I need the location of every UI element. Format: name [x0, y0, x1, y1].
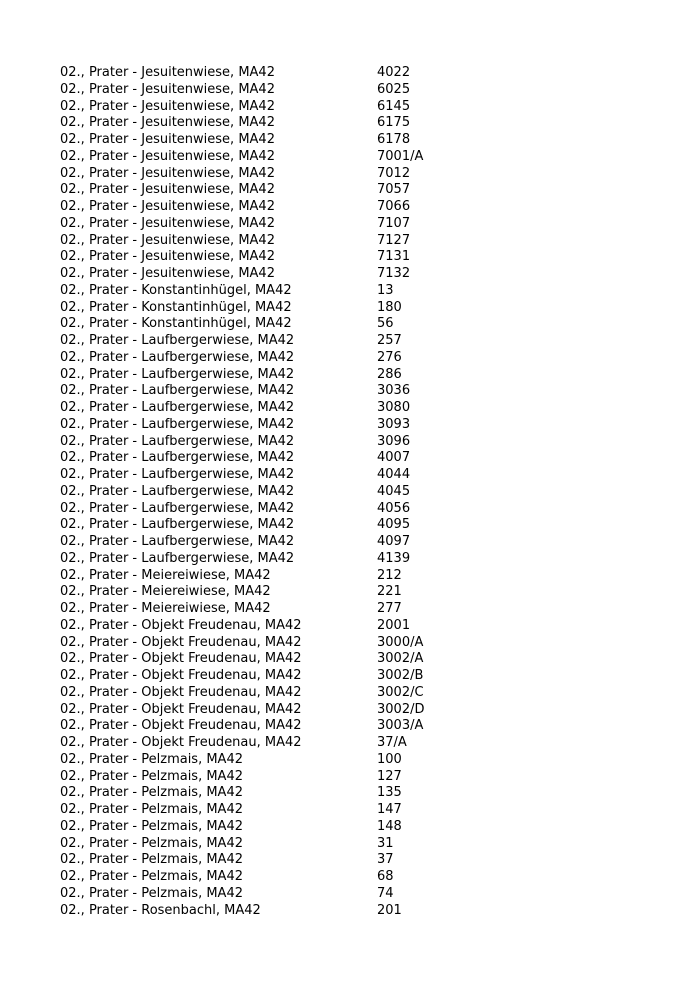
location-cell: 02., Prater - Laufbergerwiese, MA42 [60, 333, 295, 348]
number-cell: 31 [377, 835, 394, 851]
number-cell: 257 [377, 333, 402, 348]
number-cell: 3000/A [377, 634, 424, 650]
number-cell: 4007 [377, 450, 411, 466]
location-cell: 02., Prater - Pelzmais, MA42 [60, 869, 243, 884]
location-cell: 02., Prater - Konstantinhügel, MA42 [60, 299, 292, 315]
location-cell: 02., Prater - Jesuitenwiese, MA42 [60, 165, 275, 181]
location-cell: 02., Prater - Jesuitenwiese, MA42 [60, 199, 275, 214]
location-cell: 02., Prater - Objekt Freudenau, MA42 [60, 651, 302, 667]
number-cell: 4056 [377, 500, 411, 516]
location-cell: 02., Prater - Jesuitenwiese, MA42 [60, 266, 275, 281]
number-cell: 4022 [377, 65, 411, 80]
number-cell: 4139 [377, 550, 411, 566]
number-cell: 37/A [377, 735, 407, 750]
location-cell: 02., Prater - Pelzmais, MA42 [60, 751, 243, 767]
number-cell: 6178 [377, 132, 411, 147]
number-cell: 135 [377, 785, 402, 801]
number-cell: 286 [377, 366, 402, 382]
location-cell: 02., Prater - Laufbergerwiese, MA42 [60, 366, 295, 382]
number-cell: 2001 [377, 617, 411, 633]
number-cell: 7066 [377, 199, 411, 214]
number-cell: 6145 [377, 98, 411, 114]
number-cell: 3093 [377, 416, 411, 432]
number-cell: 68 [377, 869, 394, 884]
number-cell: 201 [377, 902, 402, 918]
location-cell: 02., Prater - Meiereiwiese, MA42 [60, 567, 271, 583]
number-cell: 74 [377, 885, 394, 901]
location-cell: 02., Prater - Jesuitenwiese, MA42 [60, 148, 275, 164]
location-cell: 02., Prater - Laufbergerwiese, MA42 [60, 349, 295, 365]
number-cell: 147 [377, 802, 402, 817]
number-cell: 7012 [377, 165, 411, 181]
number-cell: 4044 [377, 467, 411, 482]
number-cell: 4097 [377, 534, 411, 549]
location-cell: 02., Prater - Laufbergerwiese, MA42 [60, 433, 295, 449]
location-cell: 02., Prater - Pelzmais, MA42 [60, 852, 243, 868]
location-cell: 02., Prater - Objekt Freudenau, MA42 [60, 668, 302, 683]
number-cell: 7057 [377, 182, 411, 198]
location-cell: 02., Prater - Objekt Freudenau, MA42 [60, 617, 302, 633]
location-cell: 02., Prater - Pelzmais, MA42 [60, 768, 243, 784]
number-cell: 148 [377, 818, 402, 834]
number-cell: 37 [377, 852, 394, 868]
number-cell: 7001/A [377, 148, 424, 164]
location-cell: 02., Prater - Jesuitenwiese, MA42 [60, 232, 275, 248]
number-cell: 3080 [377, 400, 411, 415]
number-cell: 7107 [377, 215, 411, 231]
location-cell: 02., Prater - Jesuitenwiese, MA42 [60, 115, 275, 131]
location-cell: 02., Prater - Pelzmais, MA42 [60, 802, 243, 817]
location-cell: 02., Prater - Jesuitenwiese, MA42 [60, 98, 275, 114]
number-cell: 3002/D [377, 701, 425, 717]
location-cell: 02., Prater - Pelzmais, MA42 [60, 818, 243, 834]
location-cell: 02., Prater - Laufbergerwiese, MA42 [60, 383, 295, 399]
location-cell: 02., Prater - Laufbergerwiese, MA42 [60, 400, 295, 415]
number-cell: 7132 [377, 266, 411, 281]
number-cell: 212 [377, 567, 402, 583]
location-cell: 02., Prater - Objekt Freudenau, MA42 [60, 701, 302, 717]
location-cell: 02., Prater - Jesuitenwiese, MA42 [60, 81, 275, 97]
number-cell: 4095 [377, 517, 411, 533]
number-cell: 3002/B [377, 668, 424, 683]
location-cell: 02., Prater - Laufbergerwiese, MA42 [60, 534, 295, 549]
number-cell: 4045 [377, 483, 411, 499]
location-cell: 02., Prater - Laufbergerwiese, MA42 [60, 500, 295, 516]
number-cell: 6175 [377, 115, 411, 131]
location-cell: 02., Prater - Pelzmais, MA42 [60, 835, 243, 851]
location-cell: 02., Prater - Jesuitenwiese, MA42 [60, 182, 275, 198]
location-cell: 02., Prater - Meiereiwiese, MA42 [60, 584, 271, 600]
number-cell: 13 [377, 282, 394, 298]
location-cell: 02., Prater - Konstantinhügel, MA42 [60, 316, 292, 332]
location-cell: 02., Prater - Laufbergerwiese, MA42 [60, 483, 295, 499]
location-cell: 02., Prater - Jesuitenwiese, MA42 [60, 132, 275, 147]
number-cell: 7131 [377, 249, 411, 265]
location-cell: 02., Prater - Laufbergerwiese, MA42 [60, 416, 295, 432]
location-cell: 02., Prater - Rosenbachl, MA42 [60, 902, 261, 918]
location-cell: 02., Prater - Pelzmais, MA42 [60, 885, 243, 901]
location-cell: 02., Prater - Jesuitenwiese, MA42 [60, 215, 275, 231]
location-cell: 02., Prater - Laufbergerwiese, MA42 [60, 517, 295, 533]
number-cell: 127 [377, 768, 402, 784]
location-cell: 02., Prater - Objekt Freudenau, MA42 [60, 735, 302, 750]
number-cell: 3002/A [377, 651, 424, 667]
number-cell: 6025 [377, 81, 411, 97]
number-cell: 3096 [377, 433, 411, 449]
number-cell: 180 [377, 299, 402, 315]
number-cell: 56 [377, 316, 394, 332]
location-cell: 02., Prater - Pelzmais, MA42 [60, 785, 243, 801]
location-cell: 02., Prater - Jesuitenwiese, MA42 [60, 65, 275, 80]
number-cell: 3002/C [377, 684, 424, 700]
location-cell: 02., Prater - Laufbergerwiese, MA42 [60, 467, 295, 482]
location-cell: 02., Prater - Jesuitenwiese, MA42 [60, 249, 275, 265]
location-cell: 02., Prater - Objekt Freudenau, MA42 [60, 634, 302, 650]
number-cell: 277 [377, 601, 402, 616]
number-cell: 3003/A [377, 718, 424, 734]
location-cell: 02., Prater - Laufbergerwiese, MA42 [60, 550, 295, 566]
number-cell: 100 [377, 751, 402, 767]
number-cell: 276 [377, 349, 402, 365]
location-cell: 02., Prater - Objekt Freudenau, MA42 [60, 718, 302, 734]
location-cell: 02., Prater - Objekt Freudenau, MA42 [60, 684, 302, 700]
number-cell: 221 [377, 584, 402, 600]
location-cell: 02., Prater - Konstantinhügel, MA42 [60, 282, 292, 298]
number-cell: 7127 [377, 232, 411, 248]
number-cell: 3036 [377, 383, 411, 399]
location-cell: 02., Prater - Meiereiwiese, MA42 [60, 601, 271, 616]
location-cell: 02., Prater - Laufbergerwiese, MA42 [60, 450, 295, 466]
